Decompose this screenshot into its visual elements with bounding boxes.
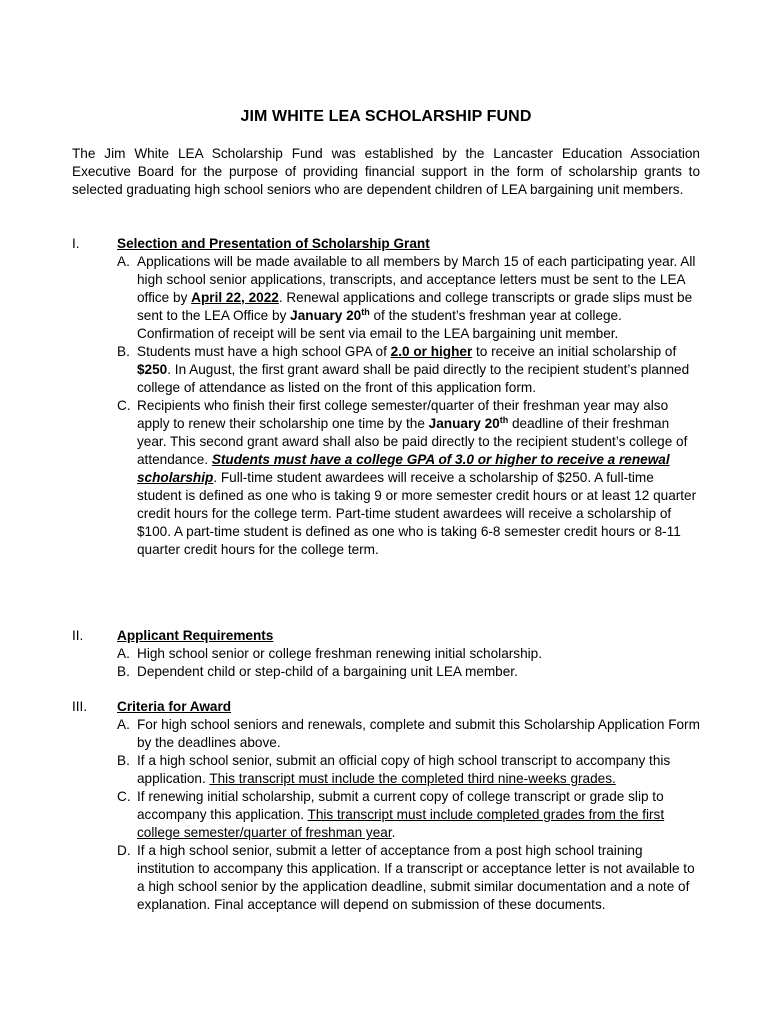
item-label: C. bbox=[117, 398, 131, 413]
page-title: JIM WHITE LEA SCHOLARSHIP FUND bbox=[240, 108, 532, 125]
list-item: A. For high school seniors and renewals, complete and submit this Scholarship Application Form by the deadlines above. bbox=[117, 717, 700, 750]
list-item: B. If a high school senior, submit an official copy of high school transcript to accompany this application. This transcript must include the completed third nine-weeks grades. bbox=[117, 753, 671, 786]
list-item: B. Dependent child or step-child of a bargaining unit LEA member. bbox=[117, 664, 518, 679]
section-numeral: II. bbox=[72, 628, 84, 643]
item-label: A. bbox=[117, 646, 130, 661]
renewal-deadline: January 20th bbox=[290, 307, 370, 323]
section-heading: Selection and Presentation of Scholarship Grant bbox=[117, 236, 430, 251]
renewal-gpa-requirement: Students must have a college GPA of 3.0 or higher to receive a renewal scholarship bbox=[137, 452, 670, 485]
section-numeral: III. bbox=[72, 699, 88, 714]
list-item: C. If renewing initial scholarship, submit a current copy of college transcript or grade slip to accompany this application. This transcript must include completed grades from the first college semester/quarter of freshman year. bbox=[117, 789, 665, 840]
list-item: A. High school senior or college freshman renewing initial scholarship. bbox=[117, 646, 542, 661]
section-items bbox=[117, 716, 700, 914]
transcript-requirement: This transcript must include completed grades from the first college semester/quarter of freshman year bbox=[137, 807, 665, 840]
list-item: B. Students must have a high school GPA of 2.0 or higher to receive an initial scholarship of $250. In August, the first grant award shall be paid directly to the recipient student’s planned college of attendance as listed on the front of this application form. bbox=[117, 344, 690, 395]
deadline-date: April 22, 2022 bbox=[191, 290, 279, 305]
item-label: B. bbox=[117, 344, 130, 359]
section-items bbox=[117, 645, 700, 681]
transcript-requirement: This transcript must include the completed third nine-weeks grades. bbox=[209, 771, 616, 786]
section-heading: Applicant Requirements bbox=[117, 628, 274, 643]
renewal-deadline: January 20th bbox=[428, 415, 509, 431]
scholarship-amount: $250 bbox=[137, 362, 168, 377]
section-heading: Criteria for Award bbox=[117, 699, 232, 714]
gpa-requirement: 2.0 or higher bbox=[390, 344, 473, 359]
list-item: A. Applications will be made available to all members by March 15 of each participating year. All high school senior applications, transcripts, and acceptance letters must be sent to the LEA office by April 22, 2022. Renewal applications and college transcripts or grade slips must be sent to the LEA Office by January 20th of the student’s freshman year at college. Confirmation of receipt will be sent via email to the LEA bargaining unit member. bbox=[117, 254, 696, 341]
intro-paragraph: The Jim White LEA Scholarship Fund was established by the Lancaster Education Association Executive Board for the purpose of providing financial support in the form of scholarship grants to selected graduating high school seniors who are dependent children of LEA bargaining unit members. bbox=[72, 146, 700, 197]
item-label: A. bbox=[117, 254, 130, 269]
item-label: B. bbox=[117, 664, 130, 679]
list-item: C. Recipients who finish their first college semester/quarter of their freshman year may also apply to renew their scholarship one time by the January 20th deadline of their freshman year. This second grant award shall also be paid directly to the recipient student’s college of attendance. Students must have a college GPA of 3.0 or higher to receive a renewal scholarship. Full-time student awardees will receive a scholarship of $250. A full-time student is defined as one who is taking 9 or more semester credit hours or at least 12 quarter credit hours for the college term. Part-time student awardees will receive a scholarship of $100. A part-time student is defined as one who is taking 6-8 semester credit hours or 8-11 quarter credit hours for the college term. bbox=[117, 398, 697, 557]
section-numeral: I. bbox=[72, 236, 80, 251]
section-items bbox=[117, 253, 700, 559]
item-label: B. bbox=[117, 753, 130, 768]
item-label: A. bbox=[117, 717, 130, 732]
item-label: D. bbox=[117, 843, 131, 858]
item-label: C. bbox=[117, 789, 131, 804]
list-item: D. If a high school senior, submit a letter of acceptance from a post high school training institution to accompany this application. If a transcript or acceptance letter is not available to a high school senior by the application deadline, submit similar documentation and a note of explanation. Final acceptance will depend on submission of these documents. bbox=[117, 843, 695, 912]
